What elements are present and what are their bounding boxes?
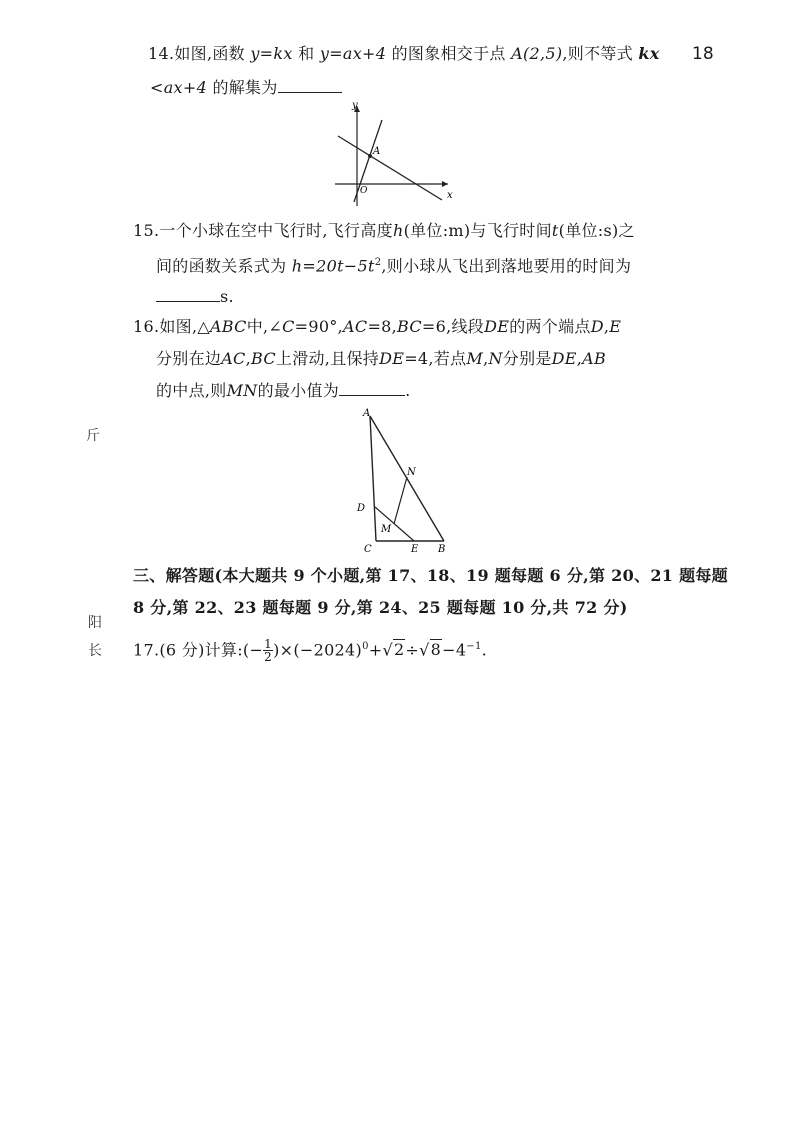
answer-blank-16[interactable]	[339, 381, 405, 396]
label-a: A	[363, 408, 371, 419]
margin-mark-1: 斤	[86, 428, 100, 444]
q16-line1: 16.如图,△ABC中,∠C=90°,AC=8,BC=6,线段DE的两个端点D,E	[133, 317, 622, 336]
point-a	[368, 154, 372, 158]
label-n: N	[407, 467, 416, 478]
x-label: x	[447, 190, 453, 201]
page-number: 18	[692, 44, 714, 64]
segment-mn	[394, 477, 407, 524]
label-c: C	[364, 544, 372, 555]
side-ac	[370, 416, 376, 541]
q17-line: 17.(6 分)计算:(− $\frac{1}{2}$ )$\times(-2024)^0+√2\div√8-4^{-1}$.	[133, 637, 488, 665]
label-e: E	[411, 544, 419, 555]
q15-line2: 间的函数关系式为 $h=20t-5t^2$,则小球从飞出到落地要用的时间为	[156, 256, 632, 276]
label-m: M	[381, 524, 392, 535]
y-label: y	[352, 100, 358, 111]
margin-mark-3: 长	[88, 643, 102, 659]
q15-line1: 15.一个小球在空中飞行时,飞行高度h(单位:m)与飞行时间t(单位:s)之	[133, 221, 635, 240]
answer-blank-15[interactable]	[156, 287, 220, 302]
figure-right-triangle	[350, 404, 460, 556]
fraction-one-half: $\frac{1}{2}$	[264, 637, 273, 665]
origin-label: O	[360, 186, 368, 196]
answer-blank-14[interactable]	[278, 78, 342, 93]
section3-line1: 三、解答题(本大题共 9 个小题,第 17、18、19 题每题 6 分,第 20、21 题每题	[133, 566, 728, 585]
figure-linear-graphs	[330, 98, 460, 208]
q14-line1: 14.如图,函数 y=kx 和 y=ax+4 的图象相交于点 A(2,5),则不等式 kx	[148, 44, 660, 63]
q16-line3: 的中点,则MN的最小值为 .	[156, 381, 411, 400]
label-d: D	[357, 503, 366, 514]
line-ax-plus-4	[338, 136, 442, 200]
section3-line2: 8 分,第 22、23 题每题 9 分,第 24、25 题每题 10 分,共 72 分)	[133, 598, 628, 617]
q16-line2: 分别在边AC,BC上滑动,且保持DE=4,若点M,N分别是DE,AB	[156, 349, 607, 368]
q14-line2: <ax+4 的解集为	[150, 78, 342, 98]
label-b: B	[438, 544, 446, 555]
a-label: A	[373, 146, 381, 157]
margin-mark-2: 阳	[88, 615, 102, 631]
x-axis-arrow	[442, 181, 448, 187]
q15-line3: s.	[156, 287, 234, 307]
